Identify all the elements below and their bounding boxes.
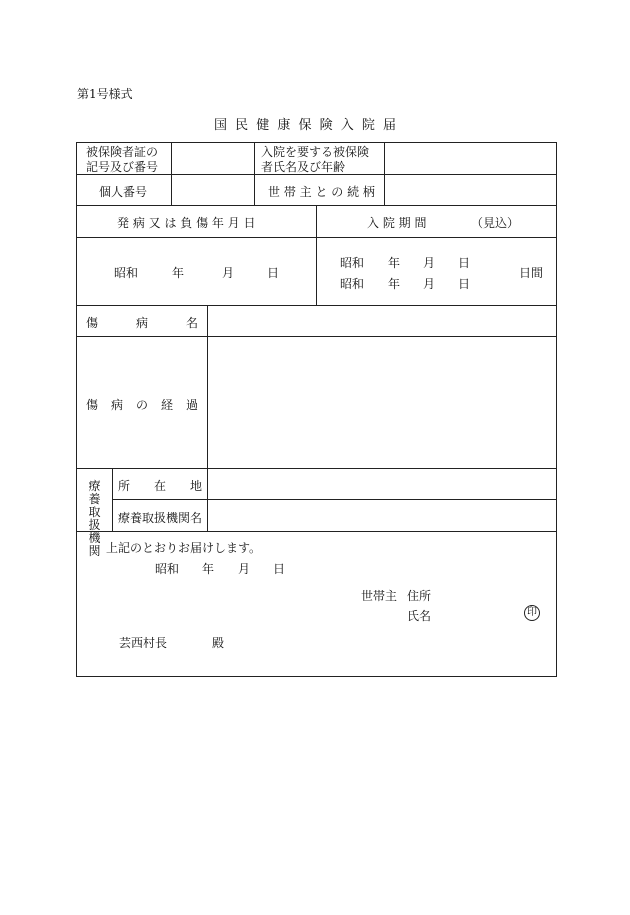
personal-number-label: 個人番号	[99, 185, 148, 199]
householder-label: 世帯主	[361, 589, 398, 603]
facility-name-label: 療養取扱機関名	[118, 511, 203, 525]
admission-period-note: （見込）	[471, 216, 520, 230]
honorific: 殿	[212, 636, 225, 650]
seal-icon: 印	[524, 605, 540, 621]
table-line	[76, 676, 557, 677]
label-line: 被保険者証の	[86, 145, 159, 159]
period-end-day: 日	[458, 277, 471, 291]
table-line	[76, 142, 557, 143]
onset-day: 日	[267, 266, 280, 280]
onset-month: 月	[222, 266, 235, 280]
form-number: 第1号様式	[77, 87, 133, 101]
injury-progress-label: 傷 病 の 経 過	[86, 398, 198, 412]
name-label: 氏名	[407, 609, 432, 623]
label-line: 者氏名及び年齢	[261, 160, 346, 174]
table-line	[76, 468, 557, 469]
period-end-year: 年	[388, 277, 401, 291]
table-line	[76, 305, 557, 306]
table-line	[171, 142, 172, 205]
label-line: 記号及び番号	[86, 160, 159, 174]
days-label: 日間	[519, 266, 544, 280]
onset-date-header: 発 病 又 は 負 傷 年 月 日	[117, 216, 256, 230]
table-line	[76, 336, 557, 337]
addressee: 芸西村長	[119, 636, 168, 650]
table-line	[207, 305, 208, 531]
onset-year: 年	[172, 266, 185, 280]
admit-person-label	[261, 145, 369, 175]
footer-day: 日	[273, 562, 286, 576]
table-line	[112, 468, 113, 531]
facility-group-label: 療 養 取 扱 機 関	[88, 479, 102, 558]
table-line	[76, 142, 77, 677]
table-line	[254, 142, 255, 205]
label-line: 入院を要する被保険	[261, 145, 370, 159]
insured-card-label	[86, 145, 158, 175]
statement: 上記のとおりお届けします。	[106, 541, 262, 555]
table-line	[112, 499, 557, 500]
facility-location-label: 所 在 地	[118, 479, 202, 493]
period-start-month: 月	[423, 256, 436, 270]
address-label: 住所	[407, 589, 432, 603]
table-line	[556, 142, 557, 677]
admission-period-header: 入 院 期 間	[367, 216, 427, 230]
page-title: 国 民 健 康 保 険 入 院 届	[214, 118, 399, 133]
period-start-era: 昭和	[340, 256, 365, 270]
period-end-era: 昭和	[340, 277, 365, 291]
footer-year: 年	[202, 562, 215, 576]
period-start-day: 日	[458, 256, 471, 270]
relationship-label: 世 帯 主 と の 続 柄	[268, 185, 375, 199]
footer-era: 昭和	[155, 562, 180, 576]
injury-name-label: 傷 病 名	[86, 316, 198, 330]
period-end-month: 月	[423, 277, 436, 291]
table-line	[384, 142, 385, 205]
period-start-year: 年	[388, 256, 401, 270]
onset-era: 昭和	[114, 266, 139, 280]
table-line	[76, 531, 557, 532]
footer-month: 月	[238, 562, 251, 576]
table-line	[316, 205, 317, 305]
